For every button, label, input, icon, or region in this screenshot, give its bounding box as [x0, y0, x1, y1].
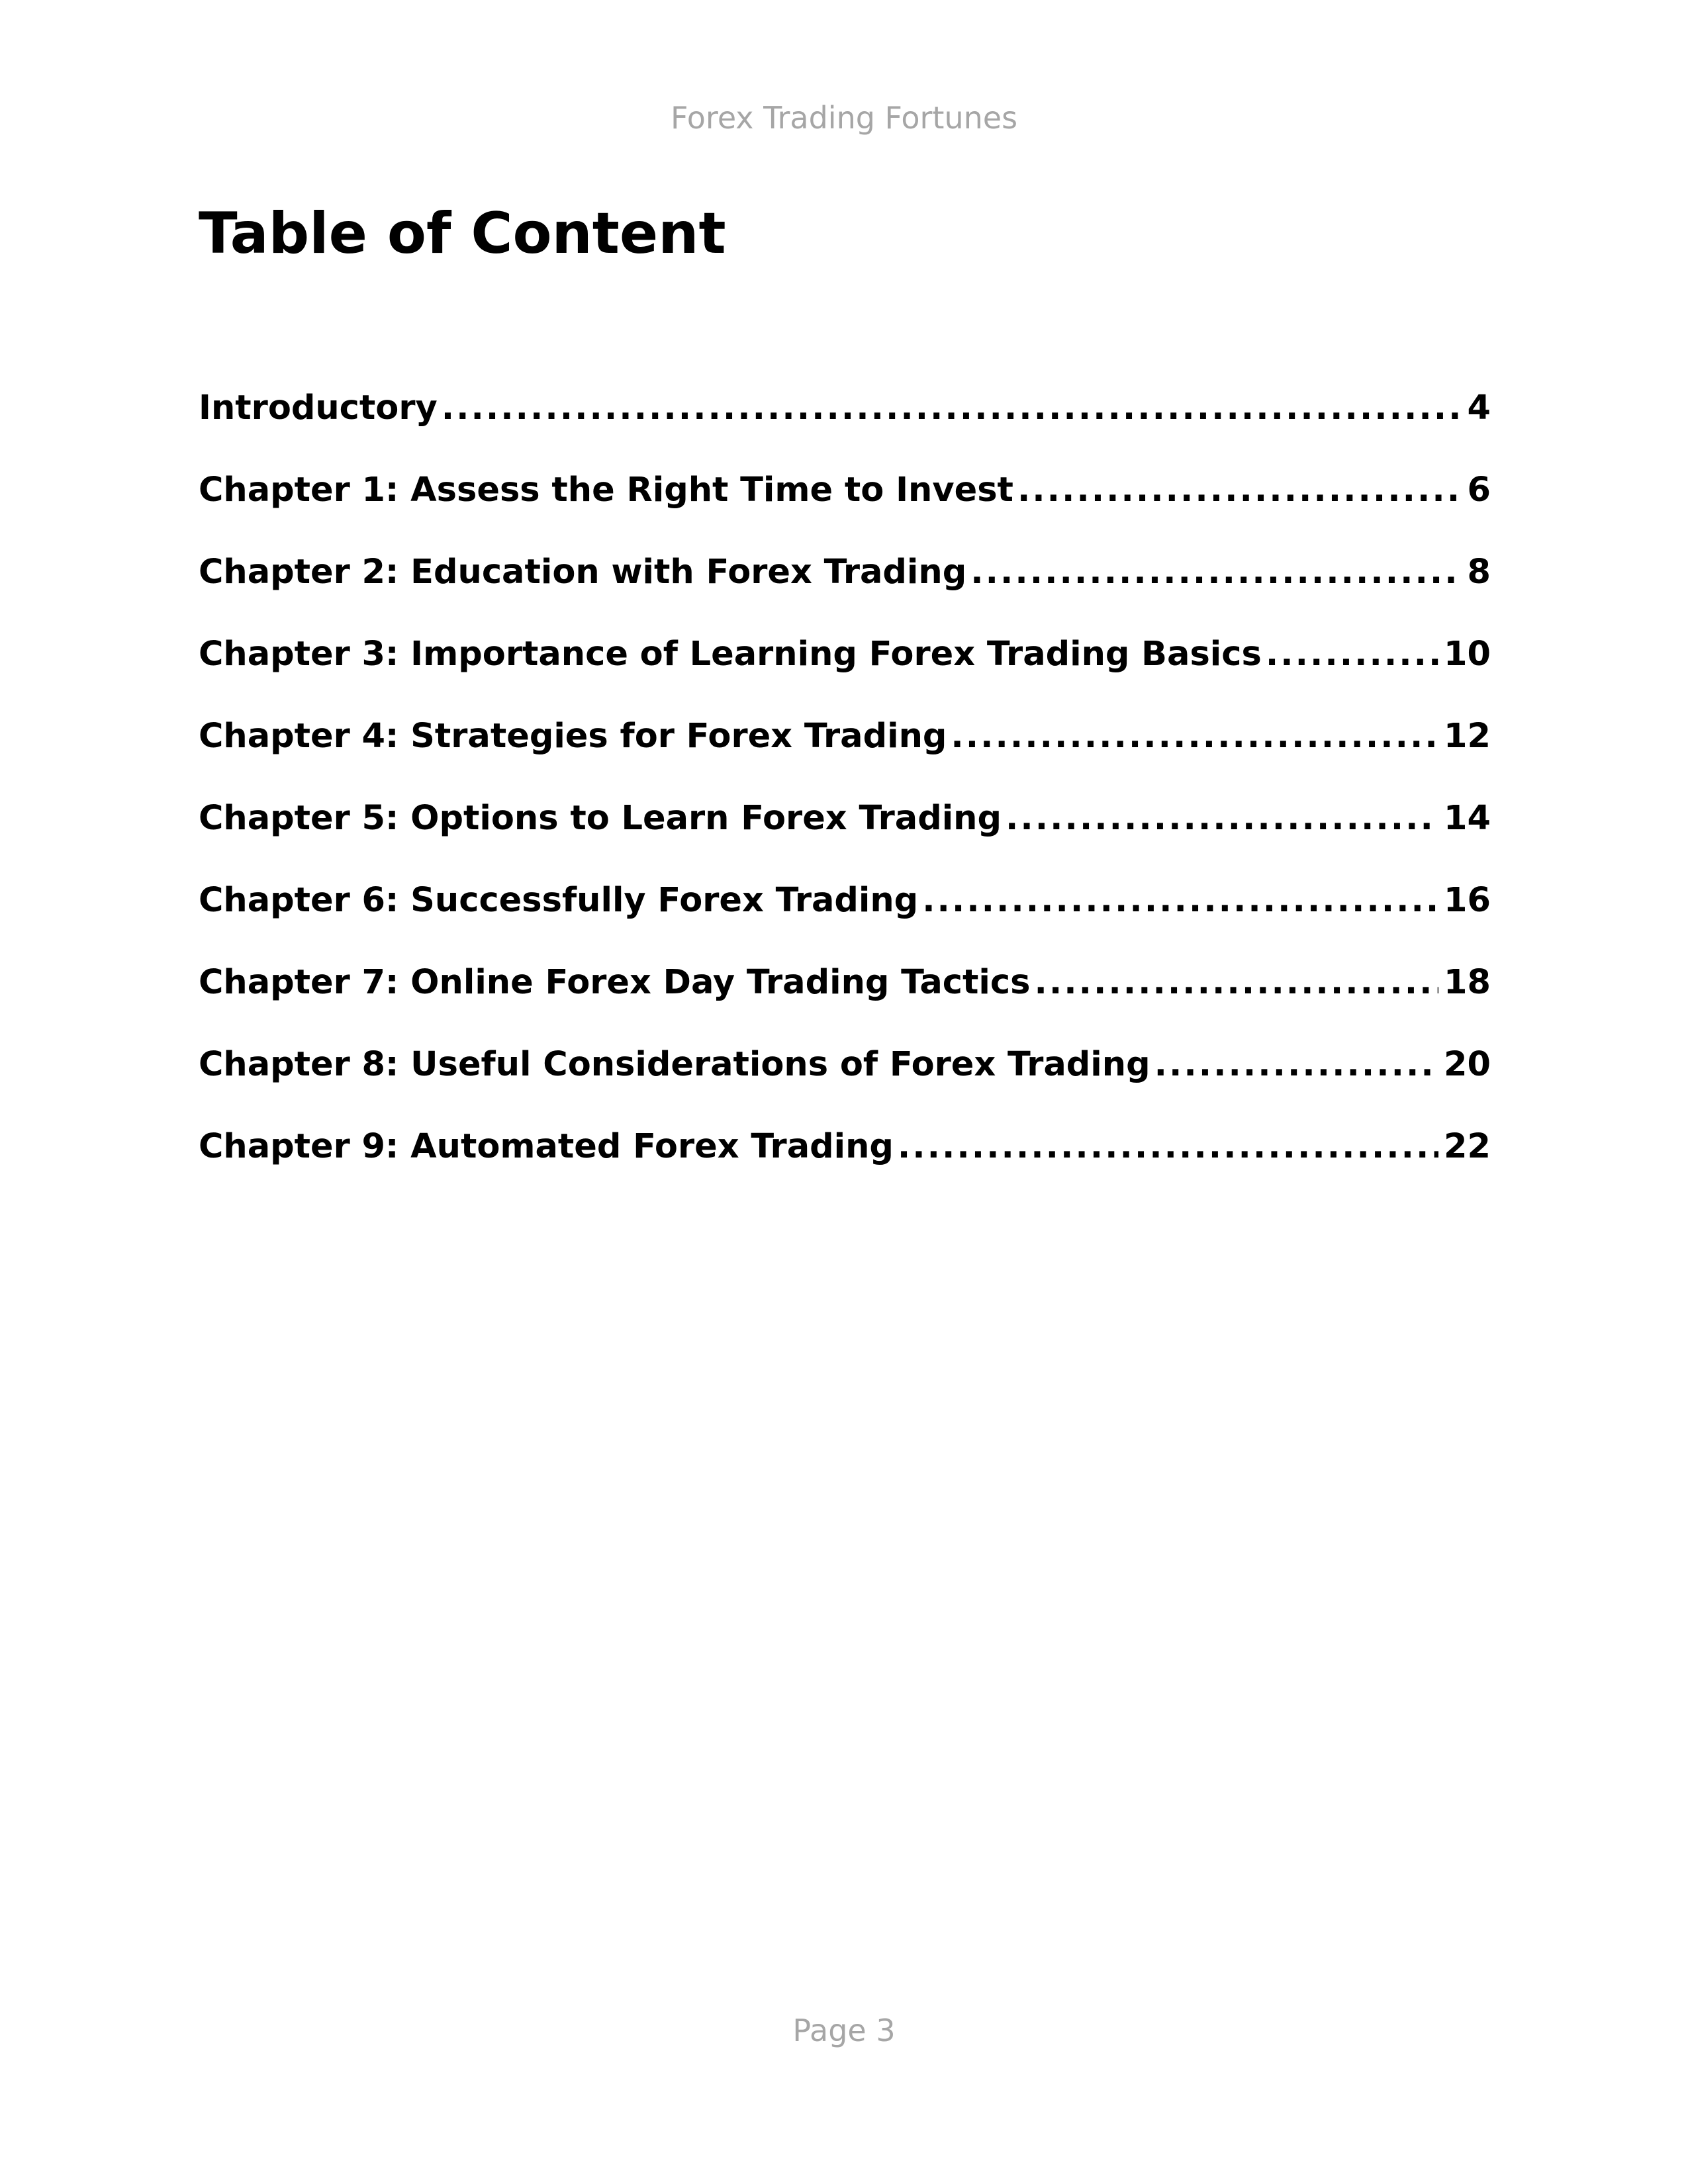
toc-entry-title: Chapter 5: Options to Learn Forex Trading: [199, 799, 1002, 838]
page-number-footer: Page 3: [792, 2013, 896, 2048]
toc-dot-leader: [1006, 797, 1438, 840]
table-of-contents: [199, 387, 1491, 1208]
toc-dot-leader: [1154, 1044, 1438, 1086]
page-title: Table of Content: [199, 201, 726, 267]
toc-entry-chapter-9[interactable]: [199, 1126, 1491, 1208]
toc-entry-title: Chapter 9: Automated Forex Trading: [199, 1127, 894, 1166]
toc-entry-title: Chapter 3: Importance of Learning Forex Trading Basics: [199, 635, 1262, 674]
toc-dot-leader: [442, 387, 1462, 430]
toc-entry-introductory[interactable]: [199, 387, 1491, 469]
toc-entry-page: 10: [1444, 635, 1491, 674]
toc-entry-page: 16: [1444, 881, 1491, 920]
toc-dot-leader: [951, 715, 1438, 758]
toc-entry-page: 8: [1467, 553, 1491, 592]
toc-entry-title: Chapter 2: Education with Forex Trading: [199, 553, 967, 592]
toc-entry-title: Introductory: [199, 388, 438, 428]
toc-entry-chapter-7[interactable]: [199, 962, 1491, 1044]
running-header: Forex Trading Fortunes: [670, 100, 1018, 136]
toc-entry-title: Chapter 4: Strategies for Forex Trading: [199, 717, 947, 756]
toc-entry-page: 18: [1444, 963, 1491, 1002]
toc-entry-page: 22: [1444, 1127, 1491, 1166]
toc-dot-leader: [1034, 962, 1438, 1004]
toc-dot-leader: [1266, 633, 1438, 676]
toc-dot-leader: [970, 551, 1462, 594]
toc-entry-chapter-2[interactable]: [199, 551, 1491, 633]
toc-entry-page: 6: [1467, 471, 1491, 510]
toc-entry-chapter-3[interactable]: [199, 633, 1491, 715]
toc-entry-page: 20: [1444, 1045, 1491, 1084]
toc-entry-chapter-8[interactable]: [199, 1044, 1491, 1126]
toc-dot-leader: [898, 1126, 1438, 1168]
toc-entry-page: 4: [1467, 388, 1491, 428]
toc-entry-page: 12: [1444, 717, 1491, 756]
toc-entry-chapter-6[interactable]: [199, 880, 1491, 962]
toc-entry-chapter-5[interactable]: [199, 797, 1491, 880]
toc-dot-leader: [922, 880, 1438, 922]
toc-entry-title: Chapter 8: Useful Considerations of Forex Trading: [199, 1045, 1150, 1084]
toc-entry-title: Chapter 6: Successfully Forex Trading: [199, 881, 919, 920]
toc-entry-title: Chapter 7: Online Forex Day Trading Tactics: [199, 963, 1031, 1002]
toc-dot-leader: [1017, 469, 1462, 512]
toc-entry-chapter-4[interactable]: [199, 715, 1491, 797]
toc-entry-page: 14: [1444, 799, 1491, 838]
toc-entry-chapter-1[interactable]: [199, 469, 1491, 551]
toc-entry-title: Chapter 1: Assess the Right Time to Invest: [199, 471, 1013, 510]
